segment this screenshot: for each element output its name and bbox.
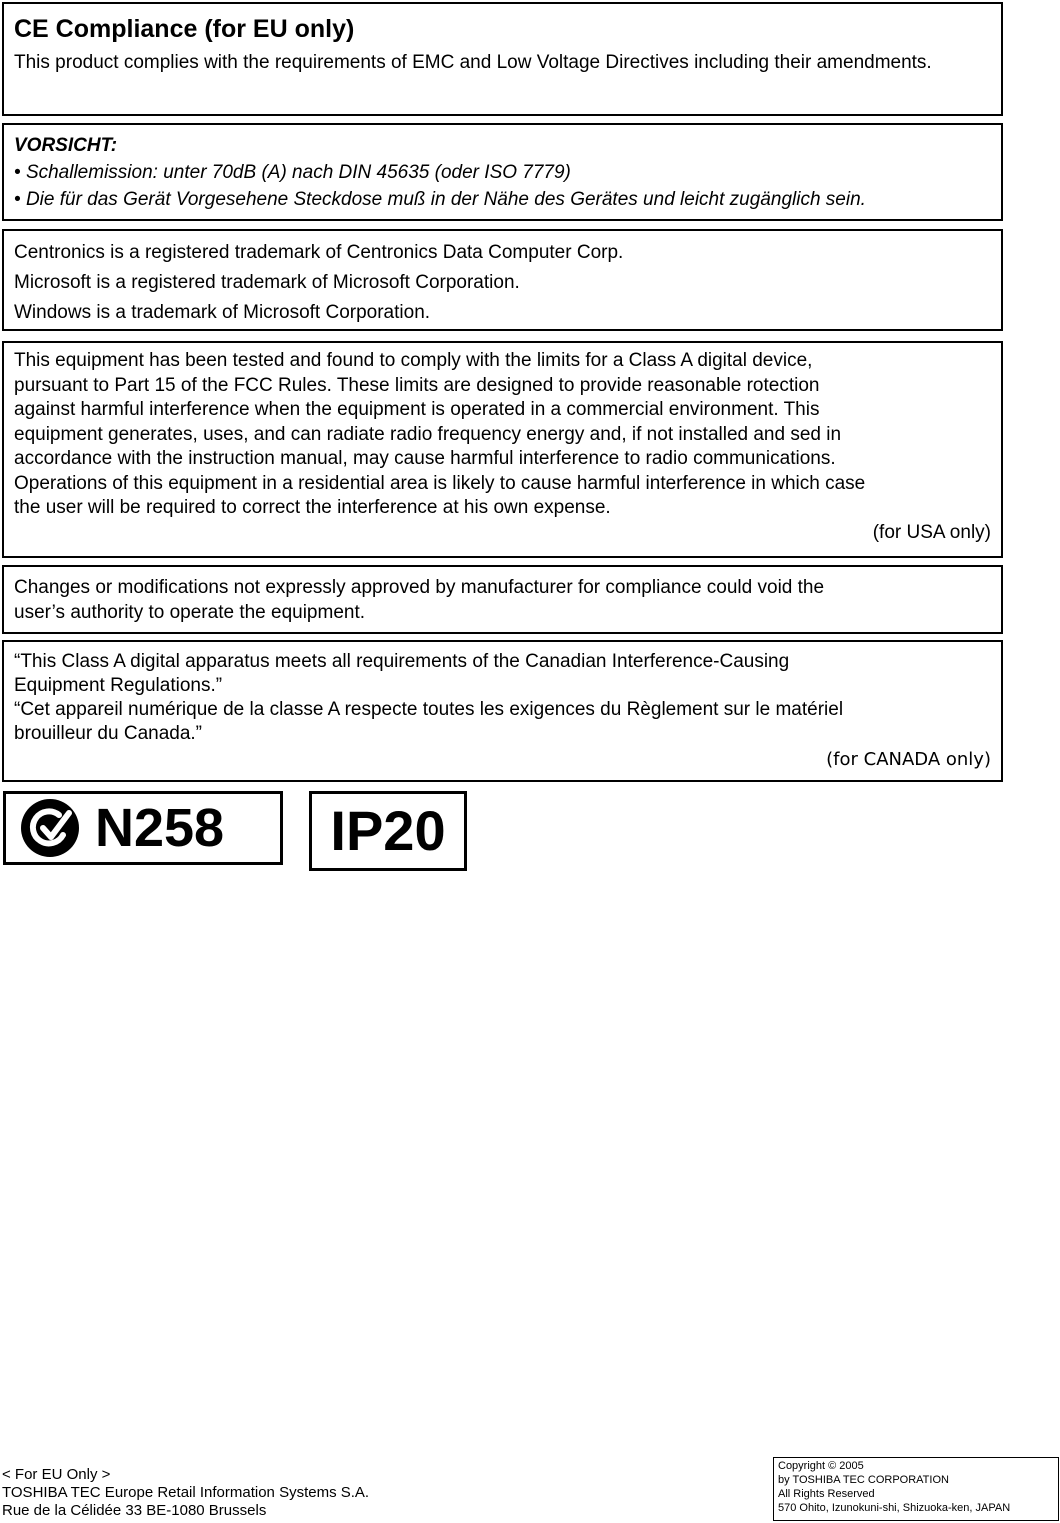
modifications-text-line: user’s authority to operate the equipment. <box>14 602 366 623</box>
c-tick-icon <box>19 797 81 859</box>
fcc-text-line: the user will be required to correct the interference at his own expense. <box>14 497 611 518</box>
eu-address-line: < For EU Only > <box>2 1466 111 1483</box>
eu-address-block <box>2 1466 369 1520</box>
fcc-text-line: accordance with the instruction manual, may cause harmful interference to radio communications. <box>14 448 836 469</box>
canada-region-note: (for CANADA only) <box>826 749 991 770</box>
fcc-text-line: against harmful interference when the equipment is operated in a commercial environment. This <box>14 399 820 420</box>
canada-text-line: “Cet appareil numérique de la classe A respecte toutes les exigences du Règlement sur le matériel <box>14 699 844 720</box>
c-tick-code: N258 <box>95 798 225 858</box>
fcc-text-line: pursuant to Part 15 of the FCC Rules. These limits are designed to provide reasonable rotection <box>14 374 820 396</box>
canada-text-line: Equipment Regulations.” <box>14 675 223 696</box>
ce-compliance-text: This product complies with the requirements of EMC and Low Voltage Directives including their amendments. <box>14 52 932 73</box>
fcc-notice-box <box>2 341 1003 558</box>
ce-compliance-title: CE Compliance (for EU only) <box>14 15 355 43</box>
canada-text-line: brouilleur du Canada.” <box>14 723 203 744</box>
vorsicht-box <box>2 123 1003 221</box>
canada-text-line: “This Class A digital apparatus meets all requirements of the Canadian Interference-Causing <box>14 651 790 672</box>
modifications-warning-box <box>2 565 1003 634</box>
trademark-line: Microsoft is a registered trademark of Microsoft Corporation. <box>14 272 520 293</box>
modifications-text-line: Changes or modifications not expressly approved by manufacturer for compliance could void the <box>14 577 825 598</box>
trademarks-box <box>2 229 1003 331</box>
copyright-line: by TOSHIBA TEC CORPORATION <box>778 1474 949 1486</box>
trademark-line: Centronics is a registered trademark of Centronics Data Computer Corp. <box>14 242 624 263</box>
canada-notice-box <box>2 640 1003 782</box>
ce-compliance-box <box>2 2 1003 116</box>
copyright-line: Copyright © 2005 <box>778 1460 864 1472</box>
vorsicht-bullet: • Die für das Gerät Vorgesehene Steckdose muß in der Nähe des Gerätes und leicht zugänglich sein. <box>14 189 866 210</box>
c-tick-mark <box>3 791 283 865</box>
vorsicht-title: VORSICHT: <box>14 135 118 156</box>
eu-address-line: Rue de la Célidée 33 BE-1080 Brussels <box>2 1502 267 1519</box>
eu-address-line: TOSHIBA TEC Europe Retail Information Systems S.A. <box>2 1484 370 1501</box>
copyright-line: 570 Ohito, Izunokuni-shi, Shizuoka-ken, JAPAN <box>778 1502 1011 1514</box>
fcc-text-line: equipment generates, uses, and can radiate radio frequency energy and, if not installed and sed in <box>14 423 842 445</box>
fcc-text-line: Operations of this equipment in a residential area is likely to cause harmful interference in which case <box>14 472 866 494</box>
fcc-text-line: This equipment has been tested and found to comply with the limits for a Class A digital device, <box>14 350 813 371</box>
trademark-line: Windows is a trademark of Microsoft Corporation. <box>14 302 431 323</box>
ip-rating-mark <box>309 791 467 871</box>
bullet-icon: • <box>14 162 26 183</box>
fcc-region-note: (for USA only) <box>872 521 991 543</box>
bullet-icon: • <box>14 189 26 210</box>
ip-rating-label: IP20 <box>330 799 446 862</box>
copyright-box <box>773 1457 1059 1521</box>
vorsicht-bullet: • Schallemission: unter 70dB (A) nach DIN 45635 (oder ISO 7779) <box>14 162 571 183</box>
copyright-line: All Rights Reserved <box>778 1488 875 1500</box>
